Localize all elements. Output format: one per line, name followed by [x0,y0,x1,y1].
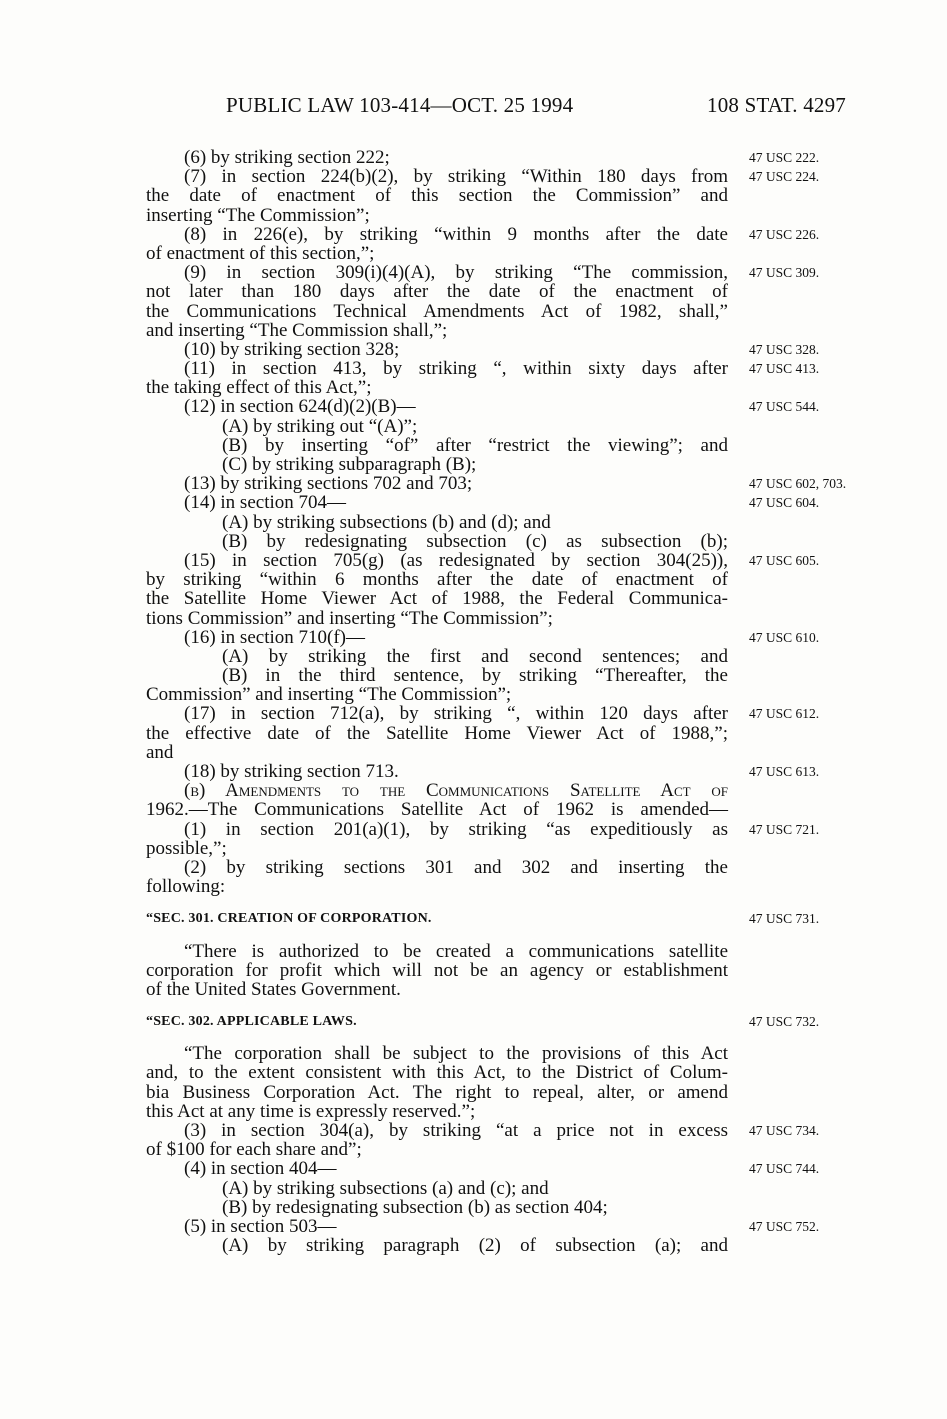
text-row [0,685,947,704]
text-row [0,206,947,225]
margin-citation: 47 USC 752. [749,1218,820,1234]
body-line: (A) by striking paragraph (2) of subsection (a); and [222,1235,728,1257]
margin-citation: 47 USC 222. [749,150,820,165]
body-line: (C) by striking subparagraph (B); [222,454,477,475]
margin-citation: 47 USC 226. [749,226,820,242]
text-row [0,1063,947,1082]
text-row [0,378,947,397]
body-line: (B) by inserting “of” after “restrict the viewing”; and [222,434,728,456]
text-row [0,980,947,999]
body-line: not later than 180 days after the date of the enactment of [146,281,728,303]
body-line: (7) in section 224(b)(2), by striking “Within 180 days from [184,166,728,188]
body-line: (4) in section 404— [184,1158,337,1180]
body-line: (A) by striking subsections (a) and (c); and [222,1177,549,1199]
body-line: (8) in 226(e), by striking “within 9 months after the date [184,223,728,245]
body-line: (9) in section 309(i)(4)(A), by striking “The commission, [184,262,728,284]
text-row [0,532,947,551]
margin-citation: 47 USC 413. [749,361,820,377]
text-row [0,724,947,743]
body-line: (B) in the third sentence, by striking “Thereafter, the [222,665,728,687]
text-row [0,397,947,416]
text-row [0,225,947,244]
text-row [0,321,947,340]
text-row [0,455,947,474]
body-line: (15) in section 705(g) (as redesignated by section 304(25)), [184,549,728,571]
body-line: 1962.—The Communications Satellite Act of 1962 is amended— [146,799,728,821]
text-row [0,1179,947,1198]
body-line: (A) by striking out “(A)”; [222,415,418,437]
text-row [0,942,947,961]
body-line: (18) by striking section 713. [184,761,399,782]
margin-citation: 47 USC 309. [749,265,820,281]
text-row [0,1102,947,1121]
text-row [0,743,947,762]
text-row [0,551,947,570]
margin-citation: 47 USC 610. [749,629,820,645]
section-spacer [0,999,947,1012]
body-line: possible,”; [146,837,227,859]
text-row [0,263,947,282]
text-row [0,244,947,263]
body-line: (b) Amendments to the Communications Satellite Act of [184,780,728,802]
margin-citation: 47 USC 604. [749,495,820,511]
body-line: of the United States Government. [146,978,401,1000]
body-line: (2) by striking sections 301 and 302 and inserting the [184,856,728,878]
margin-citation: 47 USC 224. [749,169,820,185]
margin-citation: 47 USC 602, 703. [749,476,847,492]
text-row [0,858,947,877]
header-law-citation: PUBLIC LAW 103-414—OCT. 25 1994 [226,93,574,117]
text-row [0,820,947,839]
body-line: (5) in section 503— [184,1215,337,1237]
text-row [0,1012,947,1031]
text-row [0,513,947,532]
body-line: (3) in section 304(a), by striking “at a price not in excess [184,1120,728,1141]
margin-citation: 47 USC 731. [749,911,820,927]
text-row [0,704,947,723]
body-line: by striking “within 6 months after the date of enactment of [146,569,728,591]
text-row [0,1198,947,1217]
text-row [0,1236,947,1255]
body-line: (1) in section 201(a)(1), by striking “as expeditiously as [184,818,728,840]
margin-citation: 47 USC 734. [749,1123,820,1138]
text-row [0,570,947,589]
body-line: this Act at any time is expressly reserved.”; [146,1100,476,1122]
text-row [0,282,947,301]
body-line: bia Business Corporation Act. The right to repeal, alter, or amend [146,1081,728,1103]
body-line: (A) by striking subsections (b) and (d); and [222,511,551,533]
text-row [0,148,947,167]
body-line: (16) in section 710(f)— [184,626,365,648]
text-row [0,186,947,205]
text-row [0,1140,947,1159]
margin-citation: 47 USC 544. [749,399,820,415]
text-row [0,417,947,436]
text-row [0,1217,947,1236]
text-row [0,666,947,685]
body-line: Commission” and inserting “The Commission”; [146,684,512,706]
body-line: “The corporation shall be subject to the provisions of this Act [184,1043,728,1065]
text-row [0,493,947,512]
body-line: (12) in section 624(d)(2)(B)— [184,396,416,418]
margin-citation: 47 USC 613. [749,764,820,779]
margin-citation: 47 USC 744. [749,1161,820,1177]
text-row [0,359,947,378]
body-line: and, to the extent consistent with this Act, to the District of Colum- [146,1062,728,1084]
margin-citation: 47 USC 732. [749,1014,820,1030]
text-row [0,436,947,455]
text-row [0,781,947,800]
body-line: “There is authorized to be created a communications satellite [184,940,728,962]
body-line: (B) by redesignating subsection (b) as section 404; [222,1196,608,1218]
body-line: of enactment of this section,”; [146,242,375,264]
text-row [0,1083,947,1102]
text-row [0,877,947,896]
body-line: (13) by striking sections 702 and 703; [184,473,473,495]
section-spacer [0,929,947,942]
body-line: (14) in section 704— [184,492,347,514]
section-heading: “SEC. 301. CREATION OF CORPORATION. [146,911,432,927]
text-row [0,474,947,493]
text-row [0,589,947,608]
text-row [0,340,947,359]
text-row [0,647,947,666]
text-row [0,609,947,628]
text-row [0,167,947,186]
body-line: following: [146,876,226,898]
body-line: (A) by striking the first and second sentences; and [222,645,728,667]
body-line: of $100 for each share and”; [146,1139,362,1161]
body-line: (17) in section 712(a), by striking “, within 120 days after [184,703,728,725]
body-line: (B) by redesignating subsection (c) as subsection (b); [222,530,728,552]
section-heading: “SEC. 302. APPLICABLE LAWS. [146,1014,357,1030]
text-row [0,909,947,928]
text-row [0,800,947,819]
margin-citation: 47 USC 605. [749,552,820,568]
body-line: and inserting “The Commission shall,”; [146,319,448,341]
body-line: the effective date of the Satellite Home Viewer Act of 1988,”; [146,722,728,744]
body-line: and [146,741,174,763]
header-statute-page: 108 STAT. 4297 [707,93,846,117]
body-line: the date of enactment of this section the Commission” and [146,185,728,207]
section-spacer [0,896,947,909]
body-line: the taking effect of this Act,”; [146,377,372,399]
text-row [0,1159,947,1178]
text-row [0,1044,947,1063]
margin-citation: 47 USC 612. [749,706,820,722]
body-line: inserting “The Commission”; [146,204,370,226]
body-line: corporation for profit which will not be an agency or establishment [146,959,728,981]
body-line: the Satellite Home Viewer Act of 1988, the Federal Communica- [146,588,728,610]
text-row [0,628,947,647]
body-line: (6) by striking section 222; [184,147,390,168]
text-row [0,839,947,858]
body-line: (11) in section 413, by striking “, within sixty days after [184,358,728,380]
document-body [0,148,947,1255]
running-header [226,93,846,118]
text-row [0,302,947,321]
body-line: the Communications Technical Amendments Act of 1982, shall,” [146,300,728,322]
body-line: tions Commission” and inserting “The Commission”; [146,607,553,629]
text-row [0,961,947,980]
text-row [0,762,947,781]
margin-citation: 47 USC 721. [749,821,820,837]
text-row [0,1121,947,1140]
body-line: (10) by striking section 328; [184,338,400,360]
margin-citation: 47 USC 328. [749,341,820,357]
